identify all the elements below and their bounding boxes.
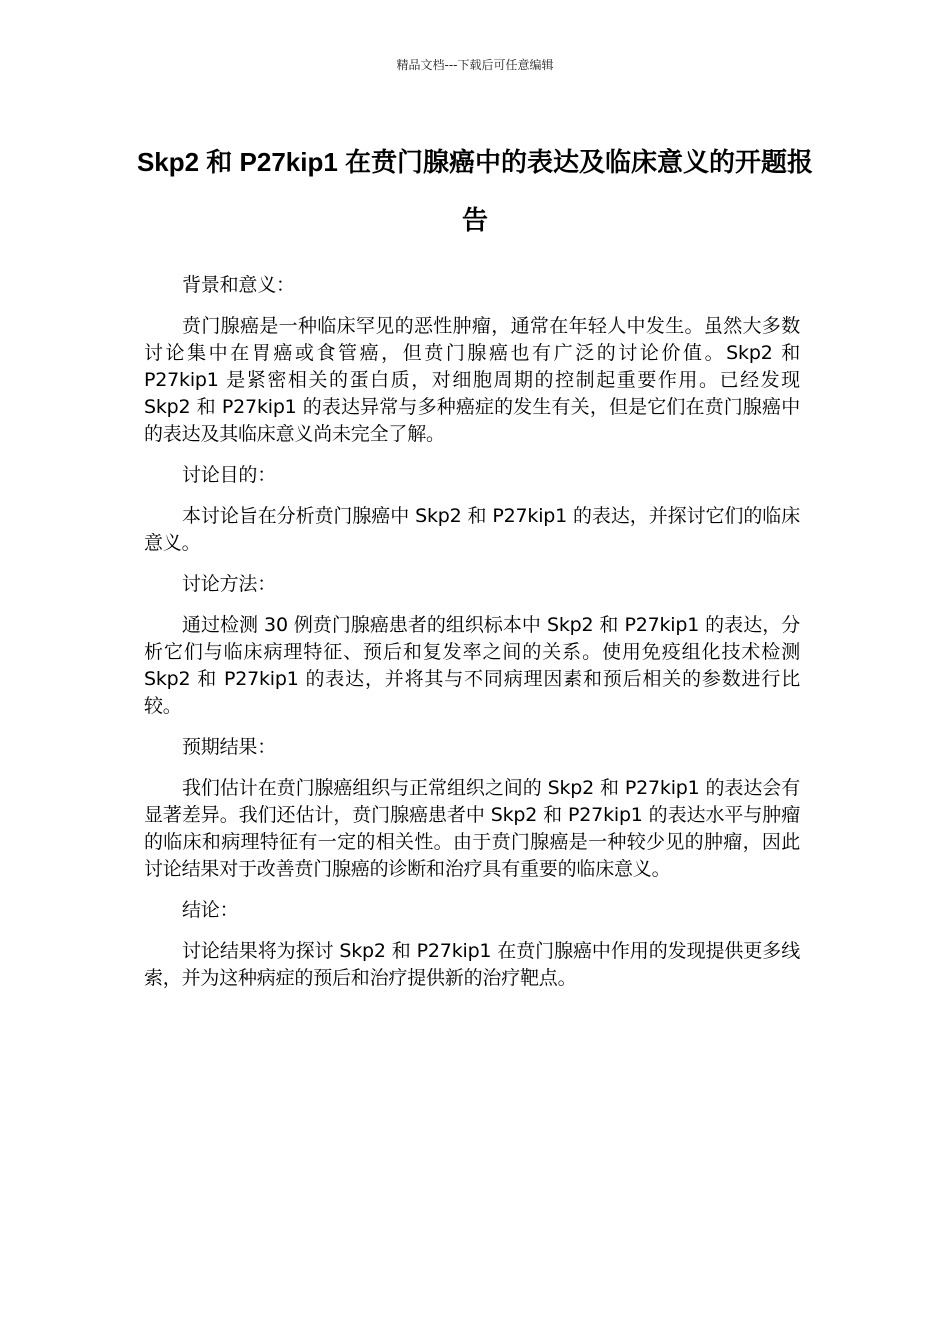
section-heading-background: 背景和意义：	[182, 274, 295, 296]
section-body-objective: 本讨论旨在分析贲门腺癌中 Skp2 和 P27kip1 的表达，并探讨它们的临床意义。	[144, 505, 800, 554]
section-heading-conclusion: 结论：	[182, 899, 239, 921]
document-body	[144, 272, 800, 1006]
section-body-conclusion: 讨论结果将为探讨 Skp2 和 P27kip1 在贲门腺癌中作用的发现提供更多线索，并为这种病症的预后和治疗提供新的治疗靶点。	[144, 940, 800, 989]
section-body-methods: 通过检测 30 例贲门腺癌患者的组织标本中 Skp2 和 P27kip1 的表达，分析它们与临床病理特征、预后和复发率之间的关系。使用免疫组化技术检测 Skp2 和 P27kip1 的表达，并将其与不同病理因素和预后相关的参数进行比较。	[144, 614, 800, 717]
section-heading-expected-results: 预期结果：	[182, 736, 277, 758]
section-body-background: 贲门腺癌是一种临床罕见的恶性肿瘤，通常在年轻人中发生。虽然大多数讨论集中在胃癌或食管癌，但贲门腺癌也有广泛的讨论价值。Skp2 和 P27kip1 是紧密相关的蛋白质，对细胞周期的控制起重要作用。已经发现 Skp2 和 P27kip1 的表达异常与多种癌症的发生有关，但是它们在贲门腺癌中的表达及其临床意义尚未完全了解。	[144, 315, 800, 445]
section-heading-objective: 讨论目的：	[182, 464, 277, 486]
page-header: 精品文档---下载后可任意编辑	[396, 58, 554, 72]
section-heading-methods: 讨论方法：	[182, 573, 277, 595]
section-body-expected-results: 我们估计在贲门腺癌组织与正常组织之间的 Skp2 和 P27kip1 的表达会有显著差异。我们还估计，贲门腺癌患者中 Skp2 和 P27kip1 的表达水平与肿瘤的临床和病理特征有一定的相关性。由于贲门腺癌是一种较少见的肿瘤，因此讨论结果对于改善贲门腺癌的诊断和治疗具有重要的临床意义。	[144, 777, 800, 880]
document-title: Skp2 和 P27kip1 在贲门腺癌中的表达及临床意义的开题报告	[136, 147, 814, 235]
